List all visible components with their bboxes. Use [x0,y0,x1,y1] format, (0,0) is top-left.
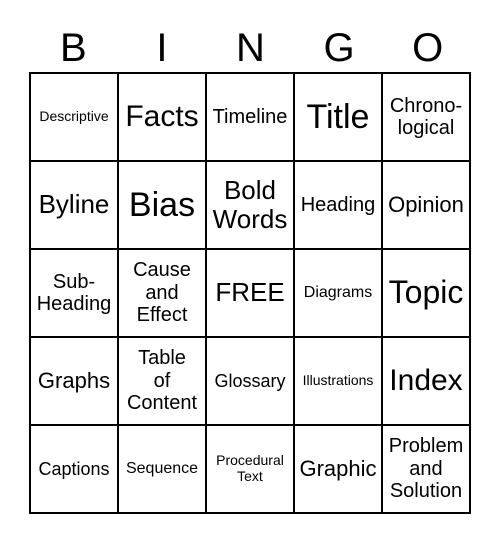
header-letter-b: B [59,26,87,70]
header-letter-g: G [323,26,355,70]
bingo-cell-r3-c1[interactable]: Sub- Heading [30,249,118,337]
bingo-cell-r2-c3[interactable]: Bold Words [206,161,294,249]
bingo-cell-r5-c4[interactable]: Graphic [294,425,382,513]
bingo-cell-r3-c4[interactable]: Diagrams [294,249,382,337]
bingo-cell-r4-c1[interactable]: Graphs [30,337,118,425]
bingo-board [29,72,471,514]
bingo-cell-r5-c2[interactable]: Sequence [118,425,206,513]
bingo-cell-r2-c4[interactable]: Heading [294,161,382,249]
bingo-cell-r4-c3[interactable]: Glossary [206,337,294,425]
bingo-cell-r1-c2[interactable]: Facts [118,73,206,161]
bingo-cell-r3-c3[interactable]: FREE [206,249,294,337]
bingo-cell-r4-c5[interactable]: Index [382,337,470,425]
bingo-cell-r2-c2[interactable]: Bias [118,161,206,249]
bingo-cell-r2-c5[interactable]: Opinion [382,161,470,249]
bingo-cell-r3-c2[interactable]: Cause and Effect [118,249,206,337]
bingo-cell-r3-c5[interactable]: Topic [382,249,470,337]
bingo-cell-r4-c2[interactable]: Table of Content [118,337,206,425]
bingo-cell-r1-c3[interactable]: Timeline [206,73,294,161]
bingo-cell-r2-c1[interactable]: Byline [30,161,118,249]
header-letter-n: N [236,26,265,70]
header-letter-o: O [412,26,444,70]
header-letter-i: I [156,26,168,70]
bingo-cell-r1-c1[interactable]: Descriptive [30,73,118,161]
bingo-cell-r5-c5[interactable]: Problem and Solution [382,425,470,513]
bingo-cell-r5-c1[interactable]: Captions [30,425,118,513]
bingo-header [29,18,472,78]
bingo-cell-r5-c3[interactable]: Procedural Text [206,425,294,513]
bingo-cell-r1-c5[interactable]: Chrono- logical [382,73,470,161]
bingo-cell-r1-c4[interactable]: Title [294,73,382,161]
bingo-cell-r4-c4[interactable]: Illustrations [294,337,382,425]
